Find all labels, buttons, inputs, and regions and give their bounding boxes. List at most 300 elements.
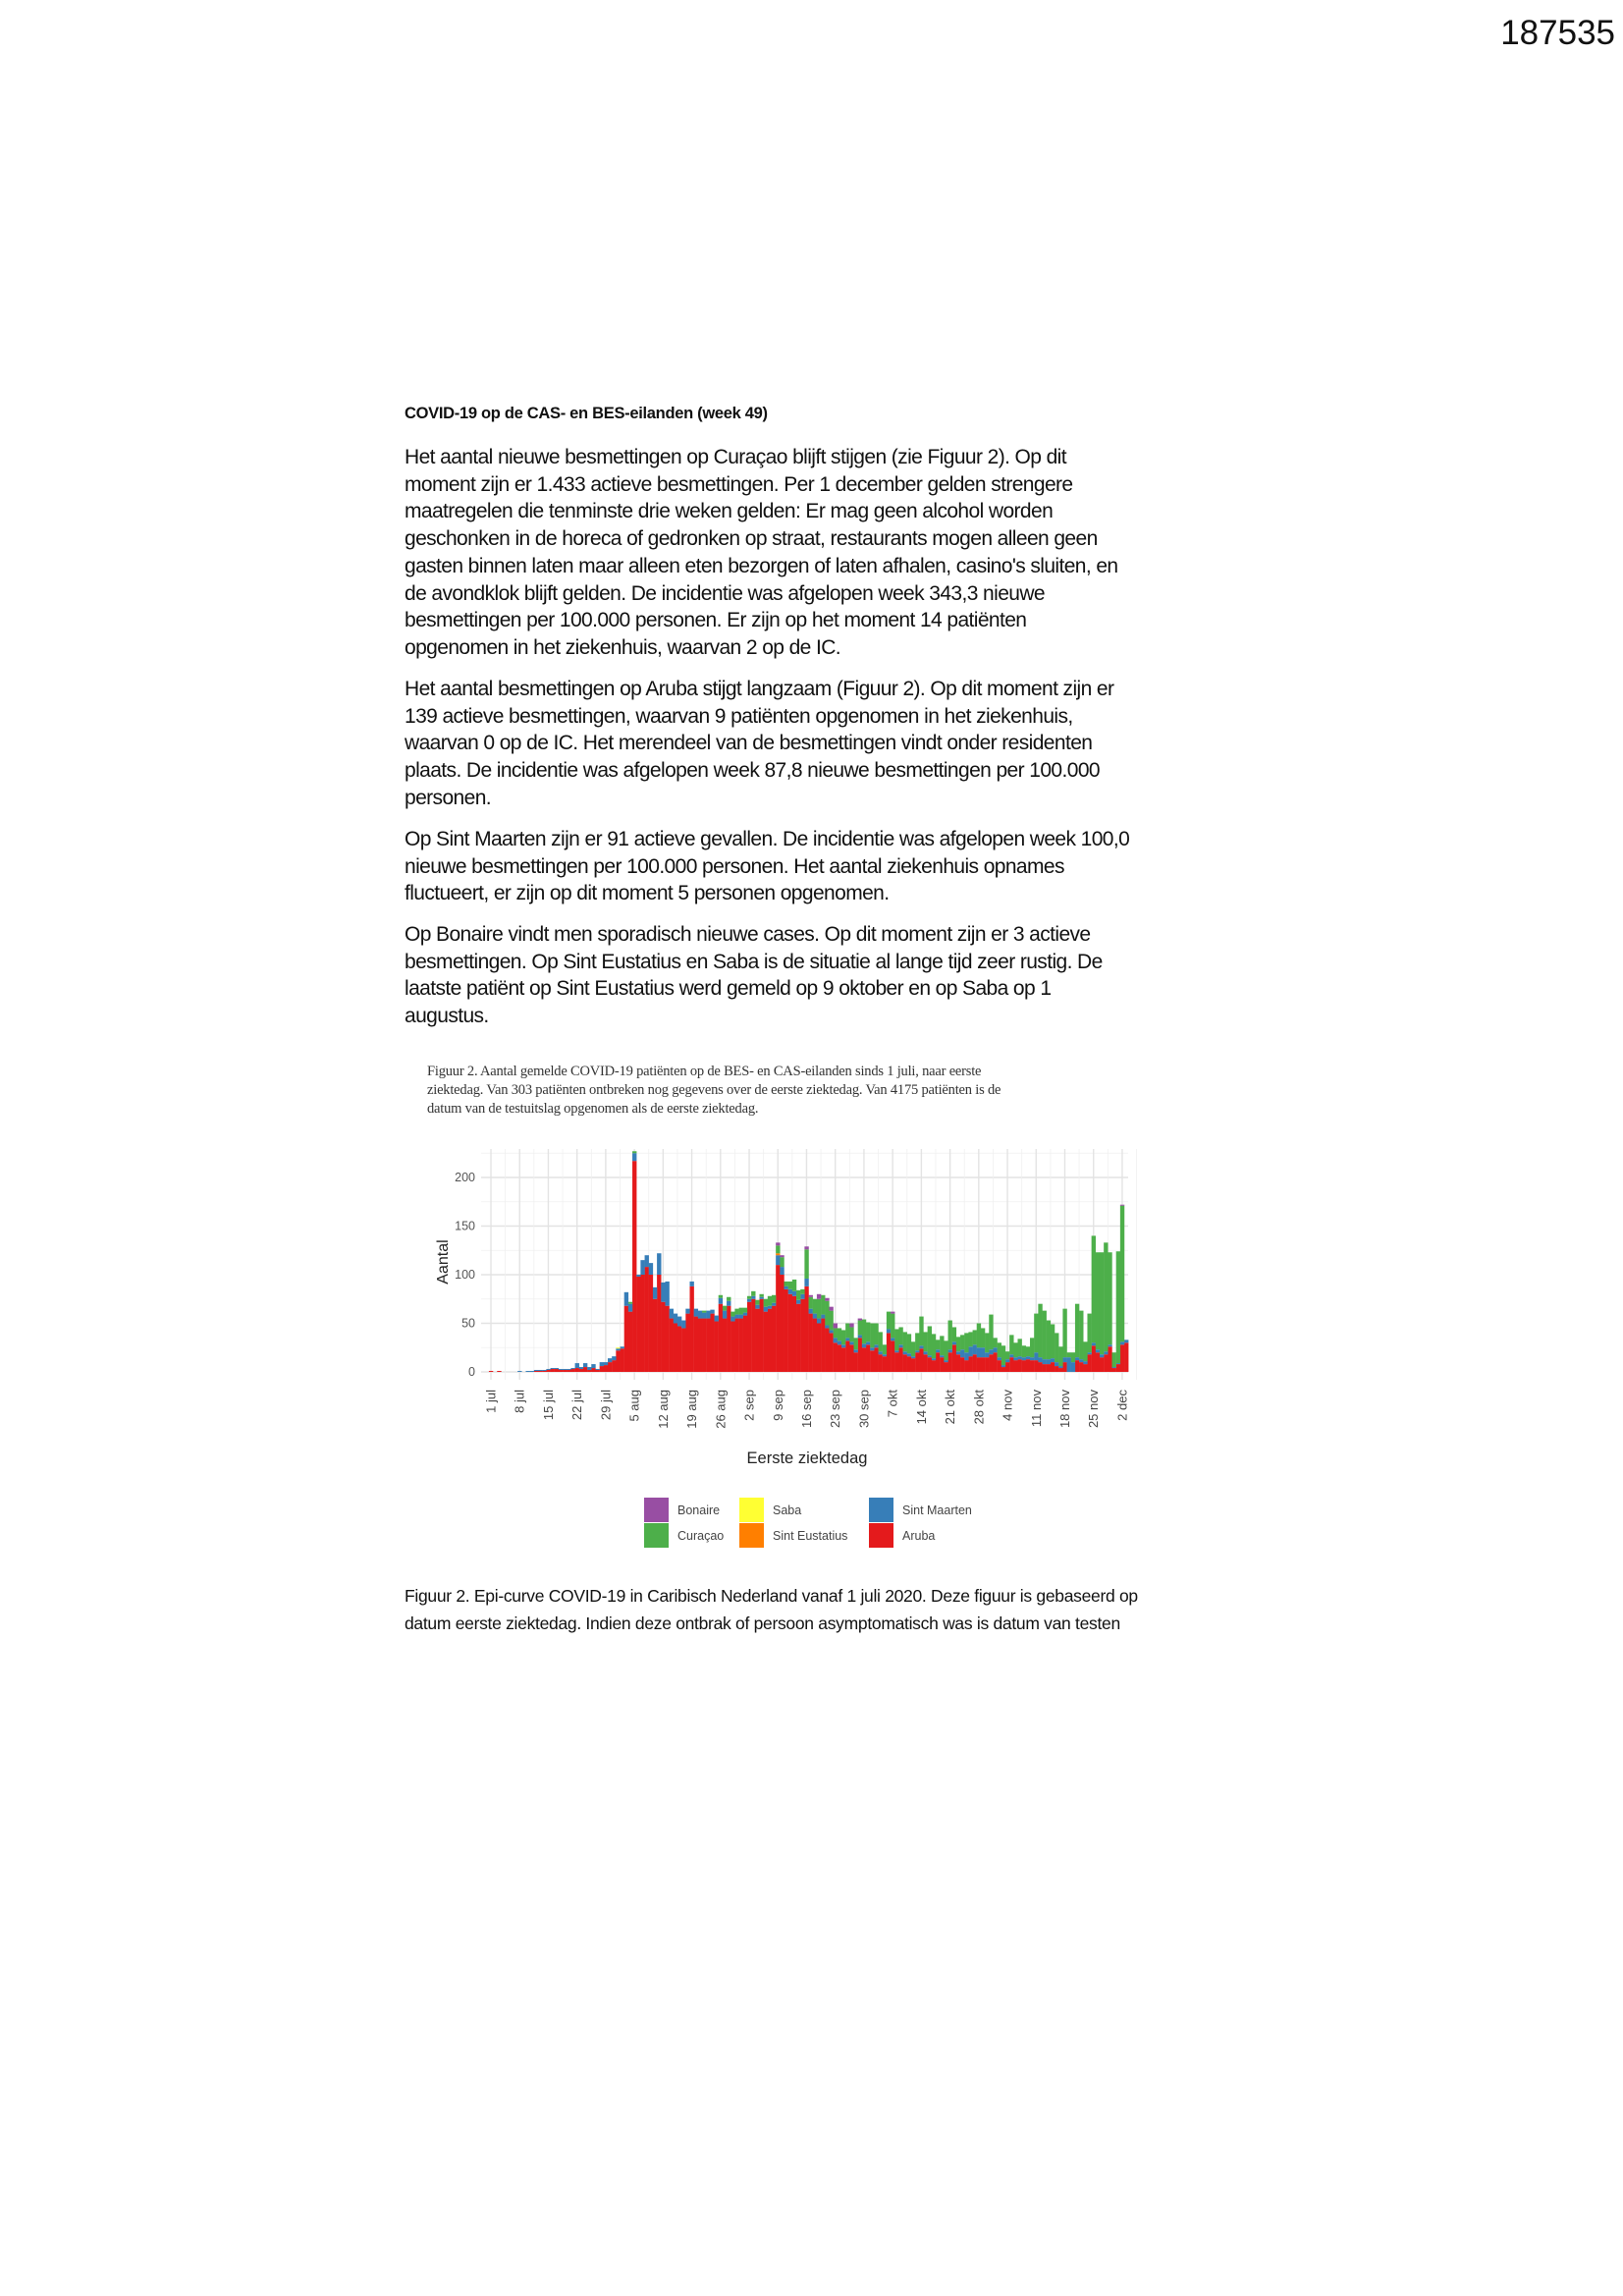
bar-cura-ao — [1104, 1242, 1108, 1351]
bar-aruba — [677, 1326, 681, 1372]
figure-caption-line: datum van de testuitslag opgenomen als de eerste ziektedag. — [427, 1101, 759, 1117]
paragraph-line: gasten binnen laten maar alleen eten bezorgen of laten afhalen, casino's sluiten, en — [405, 554, 1118, 577]
bar-sint-maarten — [681, 1321, 685, 1329]
legend-swatch-saba — [739, 1498, 764, 1522]
bar-sint-maarten — [575, 1363, 579, 1368]
bar-aruba — [1026, 1359, 1030, 1372]
bar-sint-maarten — [1009, 1354, 1013, 1357]
paragraph-line: 139 actieve besmettingen, waarvan 9 patiënten opgenomen in het ziekenhuis, — [405, 704, 1073, 728]
bar-aruba — [981, 1357, 985, 1372]
bar-sint-maarten — [608, 1358, 612, 1362]
bar-aruba — [993, 1352, 997, 1372]
paragraph-line: Op Bonaire vindt men sporadisch nieuwe cases. Op dit moment zijn er 3 actieve — [405, 923, 1091, 946]
bar-sint-maarten — [1079, 1359, 1083, 1362]
bar-aruba — [534, 1371, 538, 1372]
bar-sint-maarten — [727, 1301, 730, 1306]
bar-sint-maarten — [555, 1368, 559, 1369]
bar-sint-maarten — [661, 1283, 665, 1302]
bar-aruba — [694, 1317, 698, 1372]
bar-aruba — [870, 1350, 874, 1372]
paragraph-sint-maarten — [405, 826, 1129, 907]
bar-aruba — [1051, 1362, 1055, 1372]
bar-aruba — [849, 1344, 853, 1372]
bar-sint-maarten — [677, 1317, 681, 1327]
bar-sint-maarten — [706, 1311, 710, 1319]
bar-cura-ao — [734, 1309, 738, 1315]
bar-cura-ao — [1100, 1252, 1104, 1354]
bar-cura-ao — [759, 1294, 763, 1297]
bar-sint-maarten — [1022, 1357, 1026, 1360]
bar-sint-maarten — [874, 1344, 878, 1347]
bar-sint-maarten — [919, 1345, 923, 1348]
bar-aruba — [1096, 1352, 1100, 1372]
bar-sint-eustatius — [776, 1253, 780, 1255]
bar-bonaire — [825, 1298, 829, 1301]
bar-sint-maarten — [1051, 1358, 1055, 1362]
bar-cura-ao — [960, 1335, 964, 1349]
bar-sint-maarten — [977, 1347, 981, 1357]
bar-aruba — [579, 1369, 583, 1372]
bar-cura-ao — [870, 1324, 874, 1348]
bar-sint-maarten — [1038, 1357, 1042, 1362]
bar-sint-maarten — [940, 1355, 944, 1357]
bar-cura-ao — [849, 1327, 853, 1341]
bar-cura-ao — [919, 1317, 923, 1346]
bar-aruba — [751, 1299, 755, 1372]
bar-cura-ao — [817, 1299, 821, 1319]
bar-sint-maarten — [710, 1310, 714, 1314]
bar-aruba — [715, 1322, 719, 1372]
bar-cura-ao — [719, 1295, 723, 1298]
bar-aruba — [587, 1370, 591, 1372]
bottom-caption-line: Figuur 2. Epi-curve COVID-19 in Caribisch Nederland vanaf 1 juli 2020. Deze figuur is gebaseerd op — [405, 1586, 1138, 1606]
bar-sint-maarten — [952, 1341, 956, 1344]
bar-aruba — [628, 1312, 632, 1372]
x-tick-label: 1 jul — [483, 1390, 499, 1413]
bar-sint-maarten — [1034, 1352, 1038, 1360]
bar-sint-maarten — [813, 1314, 817, 1319]
bar-cura-ao — [1112, 1352, 1116, 1367]
bar-aruba — [817, 1324, 821, 1373]
x-tick-label: 19 aug — [684, 1390, 700, 1429]
bar-aruba — [891, 1340, 894, 1372]
bar-aruba — [768, 1309, 772, 1372]
bar-cura-ao — [780, 1257, 784, 1267]
bar-aruba — [1108, 1346, 1111, 1372]
bar-sint-maarten — [698, 1311, 702, 1319]
bar-cura-ao — [702, 1311, 706, 1313]
bar-sint-maarten — [849, 1341, 853, 1344]
bar-aruba — [915, 1352, 919, 1372]
bar-aruba — [734, 1319, 738, 1372]
bar-sint-maarten — [809, 1309, 813, 1314]
bar-sint-maarten — [796, 1300, 800, 1304]
y-tick-label: 0 — [468, 1365, 475, 1379]
bar-cura-ao — [1051, 1324, 1055, 1358]
bar-sint-maarten — [621, 1346, 624, 1348]
bar-sint-maarten — [841, 1344, 845, 1347]
bar-sint-maarten — [587, 1367, 591, 1370]
bar-cura-ao — [1079, 1311, 1083, 1360]
x-tick-label: 21 okt — [943, 1390, 958, 1425]
bar-aruba — [730, 1322, 734, 1372]
bar-sint-maarten — [1116, 1363, 1120, 1364]
bar-sint-maarten — [1120, 1341, 1124, 1344]
bar-sint-maarten — [817, 1319, 821, 1324]
bar-aruba — [838, 1344, 841, 1372]
bar-sint-maarten — [1058, 1366, 1062, 1368]
bar-sint-maarten — [1005, 1359, 1009, 1362]
bar-aruba — [1058, 1368, 1062, 1372]
bar-sint-maarten — [768, 1306, 772, 1309]
bar-sint-maarten — [907, 1353, 911, 1356]
x-tick-label: 9 sep — [770, 1390, 785, 1421]
bar-sint-maarten — [546, 1369, 550, 1370]
bar-sint-maarten — [567, 1369, 570, 1370]
bar-aruba — [1034, 1360, 1038, 1372]
bar-cura-ao — [1058, 1346, 1062, 1366]
bar-cura-ao — [751, 1291, 755, 1296]
paragraph-aruba — [405, 676, 1113, 812]
legend-label: Sint Maarten — [902, 1503, 972, 1517]
bar-sint-maarten — [636, 1275, 640, 1277]
bar-cura-ao — [809, 1297, 813, 1309]
bar-aruba — [940, 1357, 944, 1372]
x-tick-label: 29 jul — [598, 1390, 614, 1421]
paragraph-line: personen. — [405, 786, 492, 809]
paragraph-line: Het aantal nieuwe besmettingen op Curaçao blijft stijgen (zie Figuur 2). Op dit — [405, 446, 1066, 468]
bar-aruba — [968, 1356, 972, 1372]
bar-aruba — [583, 1367, 587, 1372]
bar-sint-maarten — [1096, 1349, 1100, 1352]
bar-sint-maarten — [1108, 1344, 1111, 1346]
bar-cura-ao — [1087, 1314, 1091, 1353]
paragraph-line: maatregelen die tenminste drie weken gelden: Er mag geen alcohol worden — [405, 500, 1054, 523]
bar-aruba — [1001, 1367, 1005, 1372]
bar-aruba — [834, 1342, 838, 1372]
bar-aruba — [640, 1275, 644, 1372]
y-tick-label: 50 — [461, 1316, 475, 1331]
bar-aruba — [595, 1370, 599, 1372]
bar-cura-ao — [821, 1295, 825, 1315]
bar-sint-maarten — [632, 1153, 636, 1161]
bar-cura-ao — [768, 1296, 772, 1306]
bar-bonaire — [1120, 1205, 1124, 1206]
bar-sint-maarten — [829, 1330, 833, 1333]
bar-sint-maarten — [739, 1315, 743, 1319]
bar-aruba — [698, 1319, 702, 1372]
bar-sint-maarten — [956, 1351, 960, 1354]
bar-aruba — [612, 1360, 616, 1372]
bar-cura-ao — [784, 1282, 788, 1286]
bar-sint-maarten — [563, 1369, 567, 1370]
bar-sint-maarten — [870, 1347, 874, 1350]
bar-aruba — [858, 1338, 862, 1372]
bar-aruba — [608, 1362, 612, 1372]
bar-sint-maarten — [743, 1313, 747, 1316]
bar-sint-maarten — [989, 1349, 993, 1354]
bar-sint-maarten — [674, 1314, 677, 1324]
bar-aruba — [866, 1344, 870, 1372]
bar-cura-ao — [1009, 1335, 1013, 1354]
bar-cura-ao — [723, 1306, 727, 1311]
bar-sint-maarten — [645, 1255, 649, 1267]
bar-sint-maarten — [1075, 1357, 1079, 1360]
bar-aruba — [780, 1275, 784, 1372]
bar-aruba — [1047, 1364, 1051, 1372]
bar-aruba — [907, 1356, 911, 1372]
bar-sint-maarten — [862, 1343, 866, 1347]
bar-aruba — [898, 1347, 902, 1372]
bar-cura-ao — [964, 1333, 968, 1352]
bar-sint-maarten — [825, 1325, 829, 1328]
bar-bonaire — [776, 1242, 780, 1245]
bar-aruba — [1124, 1342, 1128, 1372]
bar-sint-maarten — [894, 1350, 898, 1352]
bar-bonaire — [817, 1294, 821, 1299]
bar-cura-ao — [1034, 1314, 1038, 1353]
bar-sint-maarten — [853, 1349, 857, 1352]
bar-cura-ao — [993, 1338, 997, 1347]
bar-sint-maarten — [1112, 1367, 1116, 1368]
bar-sint-maarten — [903, 1351, 907, 1354]
bar-aruba — [923, 1354, 927, 1372]
bar-cura-ao — [903, 1332, 907, 1351]
bar-aruba — [1062, 1362, 1066, 1372]
bar-aruba — [809, 1314, 813, 1372]
bar-aruba — [624, 1306, 628, 1372]
paragraph-line: de avondklok blijft gelden. De incidentie was afgelopen week 343,3 nieuwe — [405, 581, 1045, 605]
bar-aruba — [661, 1302, 665, 1372]
bar-sint-maarten — [1017, 1356, 1021, 1359]
bar-sint-maarten — [973, 1344, 977, 1354]
bar-aruba — [685, 1314, 689, 1372]
bar-aruba — [1043, 1364, 1047, 1372]
x-tick-label: 26 aug — [713, 1390, 729, 1429]
x-tick-label: 12 aug — [655, 1390, 671, 1429]
bar-sint-maarten — [604, 1362, 608, 1365]
bar-sint-maarten — [595, 1369, 599, 1370]
bar-sint-maarten — [755, 1305, 759, 1309]
bar-cura-ao — [1047, 1321, 1051, 1360]
bar-cura-ao — [1038, 1304, 1042, 1357]
bar-sint-maarten — [670, 1309, 674, 1319]
paragraph-line: augustus. — [405, 1005, 489, 1028]
bar-cura-ao — [998, 1342, 1001, 1357]
bar-sint-maarten — [936, 1349, 940, 1352]
bar-cura-ao — [825, 1301, 829, 1326]
bar-cura-ao — [845, 1324, 849, 1339]
bar-sint-maarten — [530, 1371, 534, 1372]
x-tick-label: 5 aug — [626, 1390, 642, 1422]
bar-sint-maarten — [792, 1291, 796, 1296]
bar-sint-maarten — [542, 1370, 546, 1371]
bar-aruba — [1009, 1357, 1013, 1372]
bar-aruba — [546, 1370, 550, 1372]
paragraph-bonaire — [405, 921, 1103, 1030]
bar-sint-maarten — [694, 1309, 698, 1317]
paragraph-line: geschonken in de horeca of gedronken op straat, restaurants mogen alleen geen — [405, 527, 1098, 551]
bar-cura-ao — [985, 1333, 989, 1352]
bar-sint-maarten — [788, 1289, 792, 1294]
bar-cura-ao — [743, 1308, 747, 1313]
bar-aruba — [591, 1368, 595, 1372]
bar-aruba — [911, 1358, 915, 1372]
legend-swatch-sint-eustatius — [739, 1523, 764, 1548]
bar-cura-ao — [907, 1334, 911, 1353]
bar-aruba — [489, 1371, 493, 1372]
bar-cura-ao — [813, 1299, 817, 1314]
bar-sint-maarten — [1083, 1361, 1087, 1364]
bar-sint-maarten — [723, 1311, 727, 1319]
bar-aruba — [1120, 1344, 1124, 1372]
bar-bonaire — [804, 1246, 808, 1249]
legend-label: Saba — [773, 1503, 802, 1517]
bar-aruba — [960, 1357, 964, 1372]
bar-cura-ao — [928, 1326, 932, 1355]
bar-sint-maarten — [624, 1292, 628, 1306]
bar-cura-ao — [1108, 1252, 1111, 1344]
legend-swatch-sint-maarten — [869, 1498, 893, 1522]
bar-aruba — [948, 1352, 952, 1372]
bar-sint-maarten — [719, 1298, 723, 1304]
bar-aruba — [616, 1350, 620, 1372]
x-tick-label: 7 okt — [885, 1390, 900, 1418]
bar-aruba — [604, 1365, 608, 1372]
bar-aruba — [665, 1306, 669, 1372]
bar-sint-maarten — [998, 1357, 1001, 1360]
bar-sint-maarten — [1067, 1357, 1071, 1372]
bar-sint-maarten — [751, 1296, 755, 1299]
bar-sint-maarten — [780, 1267, 784, 1275]
bar-sint-maarten — [579, 1367, 583, 1369]
bar-sint-maarten — [866, 1341, 870, 1344]
bar-sint-maarten — [845, 1338, 849, 1340]
paragraph-line: waarvan 0 op de IC. Het merendeel van de besmettingen vindt onder residenten — [405, 732, 1093, 755]
bar-aruba — [689, 1286, 693, 1372]
bar-cura-ao — [956, 1337, 960, 1351]
bar-sint-maarten — [1124, 1339, 1128, 1342]
legend-swatch-bonaire — [644, 1498, 669, 1522]
bar-sint-maarten — [612, 1356, 616, 1360]
bar-sint-maarten — [1001, 1365, 1005, 1367]
bar-cura-ao — [1013, 1342, 1017, 1357]
bar-sint-maarten — [887, 1329, 891, 1333]
bar-aruba — [1005, 1362, 1009, 1372]
bar-aruba — [600, 1366, 604, 1372]
bar-cura-ao — [788, 1282, 792, 1289]
section-heading: COVID-19 op de CAS- en BES-eilanden (week 49) — [405, 405, 768, 422]
legend-label: Aruba — [902, 1529, 936, 1543]
bar-aruba — [657, 1275, 661, 1372]
bar-cura-ao — [772, 1295, 776, 1303]
bar-sint-maarten — [1047, 1359, 1051, 1364]
bar-sint-maarten — [891, 1338, 894, 1340]
bar-cura-ao — [800, 1289, 804, 1294]
legend-label: Curaçao — [677, 1529, 725, 1543]
bar-aruba — [632, 1161, 636, 1372]
bar-aruba — [804, 1286, 808, 1372]
bar-cura-ao — [911, 1341, 915, 1356]
bar-cura-ao — [1001, 1345, 1005, 1365]
paragraph-line: fluctueert, er zijn op dit moment 5 personen opgenomen. — [405, 882, 890, 905]
figure-caption-line: Figuur 2. Aantal gemelde COVID-19 patiënten op de BES- en CAS-eilanden sinds 1 juli, naar eerste — [427, 1064, 982, 1079]
bar-sint-maarten — [1104, 1351, 1108, 1354]
bar-cura-ao — [853, 1338, 857, 1349]
bar-sint-maarten — [628, 1304, 632, 1312]
bottom-caption-line: datum eerste ziektedag. Indien deze ontbrak of persoon asymptomatisch was is datum van testen — [405, 1613, 1120, 1633]
bar-aruba — [1030, 1360, 1034, 1372]
bar-cura-ao — [1030, 1338, 1034, 1357]
bar-cura-ao — [874, 1324, 878, 1345]
x-tick-label: 30 sep — [856, 1390, 872, 1429]
bar-aruba — [1022, 1360, 1026, 1372]
bar-aruba — [883, 1356, 887, 1372]
bar-bonaire — [891, 1312, 894, 1314]
bar-cura-ao — [1096, 1252, 1100, 1349]
bar-aruba — [723, 1319, 727, 1372]
bar-aruba — [919, 1348, 923, 1372]
bar-sint-maarten — [923, 1351, 927, 1354]
bar-bonaire — [780, 1255, 784, 1257]
bar-aruba — [670, 1319, 674, 1372]
bar-sint-maarten — [616, 1348, 620, 1350]
bar-aruba — [821, 1319, 825, 1372]
bar-sint-maarten — [784, 1286, 788, 1289]
bar-saba — [616, 1347, 620, 1348]
bar-sint-maarten — [649, 1263, 653, 1275]
bar-cura-ao — [1055, 1333, 1058, 1362]
bar-cura-ao — [1067, 1352, 1071, 1357]
bar-aruba — [559, 1370, 563, 1372]
bar-cura-ao — [834, 1328, 838, 1338]
paragraph-line: nieuwe besmettingen per 100.000 personen. Het aantal ziekenhuis opnames — [405, 854, 1064, 878]
bar-cura-ao — [981, 1328, 985, 1347]
bar-aruba — [674, 1324, 677, 1373]
paragraph-line: moment zijn er 1.433 actieve besmettingen. Per 1 december gelden strengere — [405, 472, 1073, 496]
bar-cura-ao — [923, 1332, 927, 1351]
bar-aruba — [813, 1319, 817, 1372]
bar-aruba — [739, 1319, 743, 1372]
epi-curve-chart — [393, 1129, 1178, 1552]
page-number: 187535 — [1500, 14, 1615, 52]
bar-aruba — [784, 1289, 788, 1372]
bar-cura-ao — [804, 1249, 808, 1279]
bar-aruba — [928, 1357, 932, 1372]
bar-sint-maarten — [640, 1260, 644, 1275]
bar-aruba — [1112, 1368, 1116, 1372]
bar-cura-ao — [977, 1324, 981, 1348]
bar-cura-ao — [1083, 1341, 1087, 1361]
paragraph-line: besmettingen per 100.000 personen. Er zijn op het moment 14 patiënten — [405, 609, 1027, 632]
bar-aruba — [1116, 1364, 1120, 1372]
bar-sint-maarten — [800, 1294, 804, 1299]
bar-aruba — [1087, 1354, 1091, 1372]
x-tick-label: 15 jul — [540, 1390, 556, 1421]
x-axis-label: Eerste ziektedag — [746, 1449, 868, 1467]
bar-sint-maarten — [776, 1255, 780, 1265]
bar-sint-maarten — [657, 1253, 661, 1275]
bar-aruba — [645, 1267, 649, 1372]
bar-sint-maarten — [821, 1315, 825, 1319]
bar-aruba — [551, 1369, 555, 1372]
bar-cura-ao — [891, 1314, 894, 1339]
legend-label: Sint Eustatius — [773, 1529, 848, 1543]
bar-sint-maarten — [960, 1349, 964, 1357]
bar-aruba — [964, 1360, 968, 1372]
figure-caption-line: ziektedag. Van 303 patiënten ontbreken nog gegevens over de eerste ziektedag. Van 4175 patiënten is de — [427, 1082, 1001, 1098]
bar-sint-maarten — [1026, 1356, 1030, 1359]
